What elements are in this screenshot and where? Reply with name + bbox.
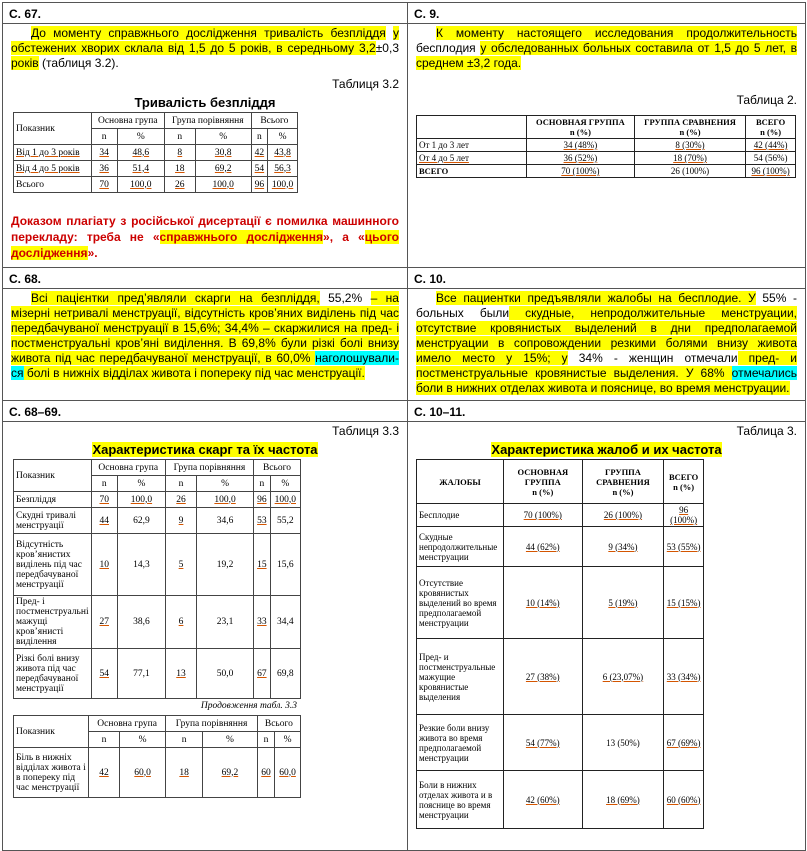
cell-p67 (3, 3, 408, 268)
cell-p68 (3, 268, 408, 401)
cell-header: С. 10–11. (408, 401, 805, 422)
table-row: Отсутствие кровянистых выделений во время предполагаемой менструации 10 (14%) 5 (19%) 15 (15%) (417, 567, 704, 639)
table-caption: Таблица 2. (736, 93, 797, 107)
table-3-3-scan: Показник Основна група Група порівняння Всього n % n % n % Безпліддя 70 100,0 26 100,0 96 100,0 Скудні тривалі менструації 44 62,9 9 34,6 53 55,2 Відсутність кров’янистих виділень під час передбачуваної менструації 10 14,3 5 19,2 15 15,6 Пред- і постменструальні мажущі кров’янисті виділення 27 38,6 6 23,1 33 34,4 Різкі болі внизу живота під час передбачуваної менструації 54 77,1 13 50,0 67 69,8 (13, 459, 301, 699)
table-2-scan: ОСНОВНАЯ ГРУППА n (%) ГРУППА СРАВНЕНИЯ n (%) ВСЕГО n (%) От 1 до 3 лет 34 (48%) 8 (30%) 42 (44%) От 4 до 5 лет 36 (52%) 18 (70%) 54 (56%) ВСЕГО 70 (100%) 26 (100%) 96 (100%) (416, 115, 796, 178)
table-row: Резкие боли внизу живота во время предполагаемой менструации 54 (77%) 13 (50%) 67 (69%) (417, 715, 704, 771)
cell-header: С. 10. (408, 268, 805, 289)
table-row: Біль в нижніх відділах живота і в попереку під час менструації 42 60,0 18 69,2 60 60,0 (14, 748, 301, 798)
table-row: Боли в нижних отделах живота и в пояснице во время менструации 42 (60%) 18 (69%) 60 (60%) (417, 771, 704, 829)
paragraph-p68: Всі пацієнтки пред’являли скарги на безпліддя, 55,2% – на мізерні нетривалі менструації, відсутність кров’яних виділень під час передбачуваної менструації в 15,6%; 34,4% – скаржилися на пред- і постменструальні кров’яні виділення. В 69,8% були різкі болі внизу живота під час передбачуваної менструації, в 60,0% наголошували-ся болі в нижніх відділах живота і попереку під час менструації. (11, 291, 399, 380)
plagiarism-note: Доказом плагіату з російської дисертації є помилка машинного перекладу: треба не «справжнього дослідження», а «цього дослідження». (11, 214, 399, 260)
table-row: От 1 до 3 лет 34 (48%) 8 (30%) 42 (44%) (417, 139, 796, 152)
table-row: Бесплодие 70 (100%) 26 (100%) 96 (100%) (417, 504, 704, 527)
table-row: От 4 до 5 лет 36 (52%) 18 (70%) 54 (56%) (417, 152, 796, 165)
table-caption: Таблиця 3.2 (332, 77, 399, 91)
table-row: Пред- і постменструальні мажущі кров’янисті виділення 27 38,6 6 23,1 33 34,4 (14, 596, 301, 649)
table-row: Скудные непродолжительные менструации 44 (62%) 9 (34%) 53 (55%) (417, 527, 704, 567)
table-caption: Таблиця 3.3 (332, 424, 399, 438)
table-row: Всього 70 100,0 26 100,0 96 100,0 (14, 177, 298, 193)
table-3-2-scan: Показник Основна група Група порівняння Всього n % n % n % Від 1 до 3 років 34 48,6 8 30,8 42 43,8 Від 4 до 5 років 36 51,4 18 69,2 54 56,3 Всього 70 100,0 26 100,0 96 100,0 (13, 112, 298, 193)
paragraph-p10: Все пациентки предъявляли жалобы на бесплодие. У 55% - больных были скудные, непродолжительные менструации, отсутствие кровянистых выделений в дни предполагаемой менструации в сопровождении резкими болями внизу живота имело место у 15%; у 34% - женщин отмечали пред- и постменструальные кровянистые выделения. У 68% отмечались боли в нижних отделах живота и пояснице, во время менструации. (416, 291, 798, 395)
table-row: Безпліддя 70 100,0 26 100,0 96 100,0 (14, 492, 301, 508)
table-3-3-continuation-scan: Показник Основна група Група порівняння Всього n % n % n % Біль в нижніх відділах живота і в попереку під час менструації 42 60,0 18 69,2 60 60,0 (13, 715, 301, 798)
table-row: Від 1 до 3 років 34 48,6 8 30,8 42 43,8 (14, 145, 298, 161)
cell-header: С. 9. (408, 3, 805, 24)
cell-p9 (408, 3, 806, 268)
table-row: ВСЕГО 70 (100%) 26 (100%) 96 (100%) (417, 165, 796, 178)
cell-header: С. 68–69. (3, 401, 407, 422)
table-title: Тривалість безпліддя (134, 95, 276, 110)
table-row: Скудні тривалі менструації 44 62,9 9 34,6 53 55,2 (14, 508, 301, 534)
cell-p1011 (408, 401, 806, 851)
table-row: Різкі болі внизу живота під час передбачуваної менструації 54 77,1 13 50,0 67 69,8 (14, 649, 301, 699)
table-title: Характеристика жалоб и их частота (491, 442, 722, 457)
comparison-grid (2, 2, 806, 851)
table-row: Від 4 до 5 років 36 51,4 18 69,2 54 56,3 (14, 161, 298, 177)
table-title: Характеристика скарг та їх частота (92, 442, 318, 457)
cell-p10 (408, 268, 806, 401)
table-caption: Таблица 3. (736, 424, 797, 438)
continuation-note: Продовження табл. 3.3 (200, 701, 297, 711)
cell-header: С. 67. (3, 3, 407, 24)
cell-header: С. 68. (3, 268, 407, 289)
table-3-scan: ЖАЛОБЫ ОСНОВНАЯ ГРУППА n (%) ГРУППА СРАВНЕНИЯ n (%) ВСЕГО n (%) Бесплодие 70 (100%) 26 (100%) 96 (100%) Скудные непродолжительные менструации 44 (62%) 9 (34%) 53 (55%) Отсутствие кровянистых выделений во время предполагаемой менструации 10 (14%) 5 (19%) 15 (15%) Пред- и постменструальные мажущие кровянистые выделения 27 (38%) 6 (23,07%) 33 (34%) Резкие боли внизу живота во время предполагаемой менструации 54 (77%) 13 (50%) 67 (69%) Боли в нижних отделах живота и в пояснице во время менструации 42 (60%) 18 (69%) 60 (60%) (416, 459, 704, 829)
paragraph-p9: К моменту настоящего исследования продолжительность бесплодия у обследованных больных составила от 1,5 до 5 лет, в среднем ±3,2 года. (416, 26, 798, 70)
paragraph-p67: До моменту справжнього дослідження тривалість безпліддя у обстежених хворих склала від 1,5 до 5 років, в середньому 3,2±0,3 років (таблиця 3.2). (11, 26, 399, 70)
table-row: Відсутність кров’янистих виділень під час передбачуваної менструації 10 14,3 5 19,2 15 15,6 (14, 534, 301, 596)
cell-p6869 (3, 401, 408, 851)
table-row: Пред- и постменструальные мажущие кровянистые выделения 27 (38%) 6 (23,07%) 33 (34%) (417, 639, 704, 715)
